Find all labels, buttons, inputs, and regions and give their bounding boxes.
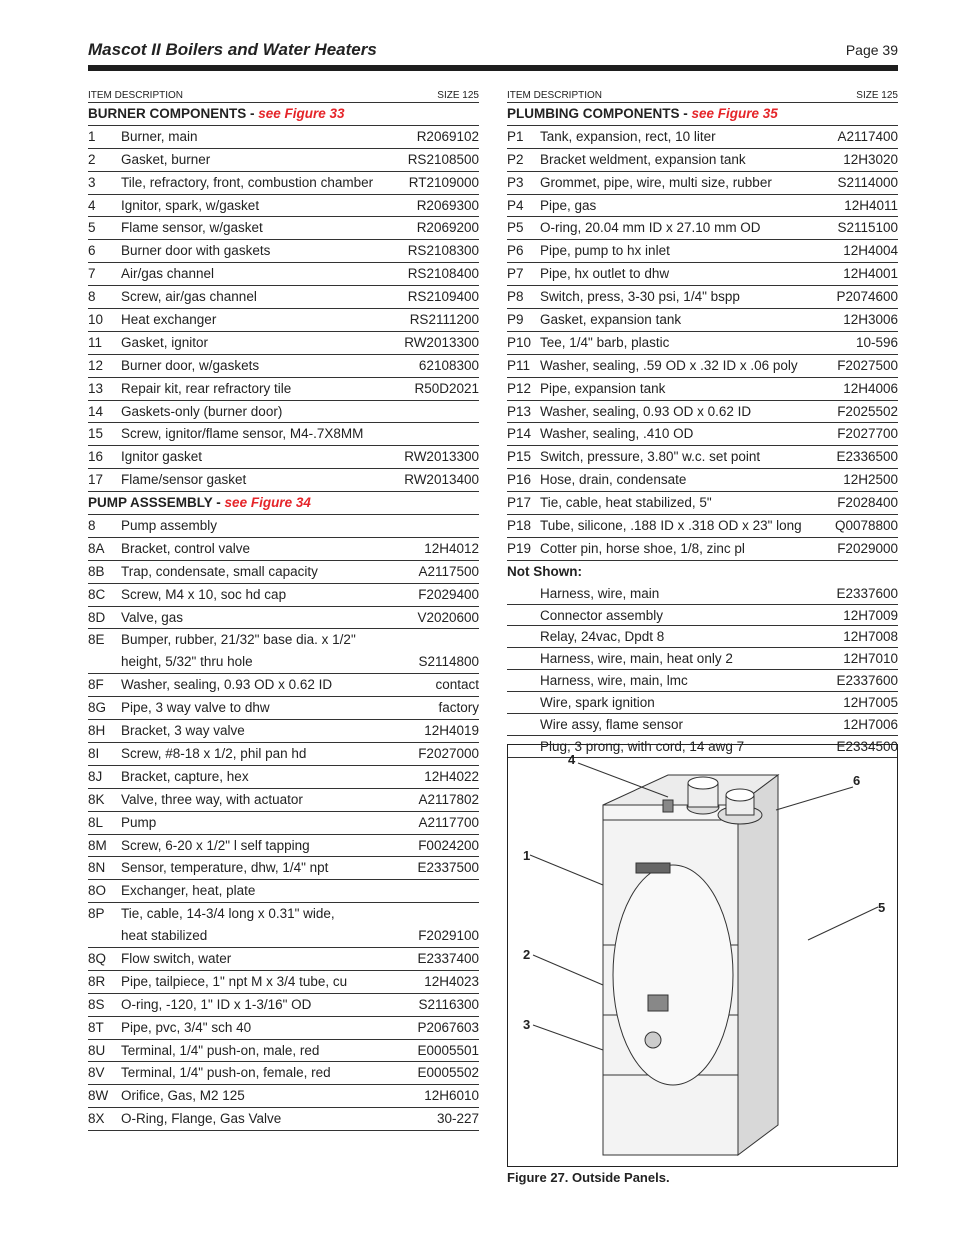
item-description: Connector assembly (540, 607, 664, 623)
item-number: 13 (88, 380, 104, 396)
item-description: Gasket, ignitor (121, 334, 209, 350)
part-number: 12H3006 (843, 312, 898, 328)
part-number: 12H4019 (424, 723, 479, 739)
item-description: Tie, cable, heat stabilized, 5" (540, 495, 712, 511)
item-description: Pump (121, 814, 157, 830)
item-number: 8H (88, 723, 106, 739)
item-description: Switch, pressure, 3.80" w.c. set point (540, 449, 761, 465)
parts-row (88, 994, 479, 1017)
callout-3: 3 (523, 1017, 531, 1032)
item-number: P4 (507, 197, 524, 213)
item-number: 12 (88, 357, 104, 373)
parts-row (88, 971, 479, 994)
parts-row (507, 217, 898, 240)
parts-row (88, 332, 479, 355)
parts-row (507, 605, 898, 627)
part-number: F2029100 (418, 928, 479, 944)
parts-row (88, 538, 479, 561)
item-number: 8P (88, 906, 105, 922)
item-number: 2 (88, 151, 96, 167)
item-number: P9 (507, 312, 524, 328)
left-column (88, 90, 479, 1131)
part-number: F2027000 (418, 745, 479, 761)
part-number: RS2111200 (409, 312, 479, 328)
item-number: P2 (507, 151, 524, 167)
item-description-header: ITEM DESCRIPTION (507, 90, 603, 101)
item-description: Pipe, 3 way valve to dhw (121, 700, 270, 716)
item-number: 8J (88, 768, 103, 784)
item-description: Orifice, Gas, M2 125 (121, 1088, 245, 1104)
item-description: Pump assembly (121, 518, 218, 534)
parts-row (88, 1062, 479, 1085)
parts-row (88, 948, 479, 971)
item-description: Valve, three way, with actuator (121, 791, 303, 807)
item-number: 11 (88, 334, 103, 350)
part-number: 12H7010 (843, 651, 898, 667)
figure-link[interactable]: see Figure 35 (691, 106, 778, 121)
item-number: 8V (88, 1065, 105, 1081)
parts-row (507, 692, 898, 714)
parts-row (88, 925, 479, 948)
parts-row (88, 263, 479, 286)
part-number: RS2108400 (407, 266, 479, 282)
page-header (88, 36, 898, 66)
document-title: Mascot II Boilers and Water Heaters (88, 40, 377, 59)
part-number: E0005502 (417, 1065, 479, 1081)
parts-row (507, 648, 898, 670)
parts-row (507, 469, 898, 492)
callout-5: 5 (878, 900, 886, 915)
item-number: P18 (507, 518, 532, 534)
part-number: E0005501 (417, 1042, 479, 1058)
item-number: 8S (88, 996, 105, 1012)
item-number: 5 (88, 220, 96, 236)
callout-1: 1 (523, 848, 531, 863)
pump-parts-list (88, 515, 479, 1131)
right-column (507, 90, 898, 758)
part-number: 12H6010 (424, 1088, 479, 1104)
parts-row (507, 286, 898, 309)
part-number: Q0078800 (834, 518, 898, 534)
part-number: F0024200 (418, 837, 479, 853)
item-number: P19 (507, 540, 532, 556)
item-description: Pipe, pump to hx inlet (540, 243, 670, 259)
item-number: 8F (88, 677, 104, 693)
part-number: E2337600 (836, 585, 898, 601)
part-number: F2027700 (837, 426, 898, 442)
parts-row (88, 812, 479, 835)
parts-row (507, 355, 898, 378)
part-number: A2117500 (418, 563, 479, 579)
parts-row (88, 240, 479, 263)
item-description: Pipe, expansion tank (540, 380, 666, 396)
parts-row (507, 446, 898, 469)
parts-row (507, 378, 898, 401)
item-description: Pipe, pvc, 3/4" sch 40 (121, 1019, 252, 1035)
item-number: P14 (507, 426, 532, 442)
item-description: Pipe, gas (540, 197, 597, 213)
parts-row (507, 195, 898, 218)
item-description: Gasket, burner (121, 151, 211, 167)
item-number: 8 (88, 289, 96, 305)
item-description: Harness, wire, main, heat only 2 (540, 651, 733, 667)
parts-row (88, 629, 479, 651)
item-description: Wire, spark ignition (540, 695, 655, 711)
item-description: Burner door, w/gaskets (121, 357, 260, 373)
parts-row (88, 469, 479, 492)
item-number: 8C (88, 586, 106, 602)
item-description: Washer, sealing, .410 OD (540, 426, 694, 442)
item-description: Tube, silicone, .188 ID x .318 OD x 23" long (540, 518, 802, 534)
item-description: Screw, ignitor/flame sensor, M4-.7X8MM (121, 426, 364, 442)
item-description: Bracket weldment, expansion tank (540, 151, 746, 167)
item-number: 6 (88, 243, 96, 259)
item-number: 8D (88, 609, 106, 625)
item-number: P17 (507, 495, 532, 511)
item-description: Flow switch, water (121, 950, 232, 966)
parts-row (88, 355, 479, 378)
parts-row (88, 1108, 479, 1131)
item-description: Grommet, pipe, wire, multi size, rubber (540, 174, 772, 190)
parts-row (88, 401, 479, 424)
part-number: 12H3020 (843, 151, 898, 167)
item-number: P15 (507, 449, 532, 465)
item-number: 1 (88, 128, 96, 144)
parts-row (88, 607, 479, 630)
part-number: A2117802 (418, 791, 479, 807)
item-number: 8M (88, 837, 107, 853)
part-number: R2069200 (416, 220, 479, 236)
part-number: 12H2500 (843, 472, 898, 488)
item-number: 8I (88, 745, 100, 761)
part-number: P2074600 (836, 289, 898, 305)
parts-row (88, 172, 479, 195)
parts-row (88, 584, 479, 607)
part-number: F2029400 (418, 586, 479, 602)
part-number: P2067603 (417, 1019, 479, 1035)
parts-row (88, 515, 479, 538)
item-description: Trap, condensate, small capacity (121, 563, 318, 579)
parts-row (88, 1017, 479, 1040)
item-description: Hose, drain, condensate (540, 472, 687, 488)
part-number: R50D2021 (414, 380, 479, 396)
item-description: Washer, sealing, 0.93 OD x 0.62 ID (540, 403, 752, 419)
item-number: 10 (88, 312, 104, 328)
item-description: Ignitor gasket (121, 449, 203, 465)
item-description: Washer, sealing, 0.93 OD x 0.62 ID (121, 677, 333, 693)
burner-parts-list (88, 126, 479, 492)
item-description: Valve, gas (121, 609, 184, 625)
item-description: Bumper, rubber, 21/32" base dia. x 1/2" (121, 632, 356, 648)
part-number: 12H7008 (843, 629, 898, 645)
part-number: 12H4023 (424, 973, 479, 989)
part-number: S2114000 (837, 174, 898, 190)
item-description: Washer, sealing, .59 OD x .32 ID x .06 poly (540, 357, 798, 373)
part-number: A2117400 (837, 128, 898, 144)
parts-row (507, 670, 898, 692)
item-description: Gaskets-only (burner door) (121, 403, 283, 419)
pump-section-title: PUMP ASSSEMBLY - see Figure 34 (88, 492, 479, 515)
parts-row (88, 217, 479, 240)
parts-row (88, 857, 479, 880)
parts-row (88, 195, 479, 218)
item-description: Burner door with gaskets (121, 243, 271, 259)
item-description: Switch, press, 3-30 psi, 1/4" bspp (540, 289, 740, 305)
part-number: RT2109000 (408, 174, 479, 190)
item-number: 3 (88, 174, 96, 190)
item-description: Bracket, control valve (121, 540, 251, 556)
part-number: R2069102 (416, 128, 479, 144)
item-description: Repair kit, rear refractory tile (121, 380, 292, 396)
item-description: heat stabilized (121, 928, 208, 944)
item-number: 8R (88, 973, 106, 989)
item-description: Cotter pin, horse shoe, 1/8, zinc pl (540, 540, 745, 556)
boiler-drawing (508, 745, 897, 1166)
part-number: F2027500 (837, 357, 898, 373)
parts-row (88, 697, 479, 720)
item-number: 8G (88, 700, 107, 716)
part-number: 12H7006 (843, 717, 898, 733)
part-number: E2337500 (417, 860, 479, 876)
item-number: P1 (507, 128, 524, 144)
item-description: Harness, wire, main, lmc (540, 673, 688, 689)
item-description: Harness, wire, main (540, 585, 660, 601)
item-description-header: ITEM DESCRIPTION (88, 90, 184, 101)
item-number: P8 (507, 289, 524, 305)
item-description: Terminal, 1/4" push-on, male, red (121, 1042, 320, 1058)
item-description: Screw, air/gas channel (121, 289, 257, 305)
part-number: 12H4001 (843, 266, 898, 282)
size-header: SIZE 125 (856, 90, 898, 101)
part-number: factory (438, 700, 479, 716)
item-description: O-ring, -120, 1" ID x 1-3/16" OD (121, 996, 312, 1012)
item-number: 8N (88, 860, 106, 876)
not-shown-parts-list (507, 583, 898, 758)
item-description: Bracket, 3 way valve (121, 723, 245, 739)
header-rule (88, 65, 898, 71)
page-number: Page 39 (845, 42, 898, 58)
item-description: Tie, cable, 14-3/4 long x 0.31" wide, (121, 906, 335, 922)
part-number: S2114800 (418, 654, 479, 670)
item-description: Sensor, temperature, dhw, 1/4" npt (121, 860, 329, 876)
item-description: height, 5/32" thru hole (121, 654, 253, 670)
item-description: Flame/sensor gasket (121, 472, 247, 488)
parts-row (507, 401, 898, 424)
part-number: 12H7005 (843, 695, 898, 711)
item-description: Wire assy, flame sensor (540, 717, 684, 733)
callout-6: 6 (853, 773, 861, 788)
part-number: R2069300 (416, 197, 479, 213)
item-number: P7 (507, 266, 524, 282)
item-number: P16 (507, 472, 532, 488)
parts-row (507, 309, 898, 332)
item-description: Screw, 6-20 x 1/2" l self tapping (121, 837, 310, 853)
parts-row (88, 561, 479, 584)
item-description: Gasket, expansion tank (540, 312, 682, 328)
part-number: RS2108300 (407, 243, 479, 259)
parts-row (507, 583, 898, 605)
part-number: S2116300 (418, 996, 479, 1012)
item-number: P3 (507, 174, 524, 190)
item-number: P6 (507, 243, 524, 259)
parts-row (507, 423, 898, 446)
item-description: Flame sensor, w/gasket (121, 220, 263, 236)
part-number: 12H4006 (843, 380, 898, 396)
item-description: Air/gas channel (121, 266, 215, 282)
part-number: RW2013400 (404, 472, 479, 488)
part-number: 10-596 (855, 334, 898, 350)
parts-row (88, 309, 479, 332)
part-number: RS2109400 (407, 289, 479, 305)
column-header (507, 90, 898, 103)
parts-row (88, 423, 479, 446)
item-number: 17 (88, 472, 104, 488)
item-number: 8X (88, 1111, 105, 1127)
item-number: P13 (507, 403, 532, 419)
parts-row (88, 903, 479, 925)
item-number: 8E (88, 632, 105, 648)
item-number: P5 (507, 220, 524, 236)
part-number: RW2013300 (404, 449, 479, 465)
figure-link[interactable]: see Figure 34 (224, 495, 311, 511)
parts-row (88, 1040, 479, 1063)
column-header (88, 90, 479, 103)
part-number: E2337400 (417, 950, 479, 966)
part-number: 12H4012 (424, 540, 479, 556)
parts-row (507, 714, 898, 736)
parts-row (88, 149, 479, 172)
parts-row (88, 789, 479, 812)
item-description: Plug, 3 prong, with cord, 14 awg 7 (540, 738, 745, 754)
parts-row (507, 515, 898, 538)
parts-row (507, 332, 898, 355)
figure-caption: Figure 27. Outside Panels. (507, 1170, 670, 1185)
callout-4: 4 (568, 752, 576, 767)
item-description: Screw, #8-18 x 1/2, phil pan hd (121, 745, 307, 761)
item-number: 8 (88, 518, 96, 534)
part-number: F2029000 (837, 540, 898, 556)
parts-row (507, 538, 898, 561)
parts-row (88, 286, 479, 309)
figure-link[interactable]: see Figure 33 (258, 106, 345, 121)
plumbing-parts-list (507, 126, 898, 561)
parts-row (507, 240, 898, 263)
part-number: 12H7009 (843, 607, 898, 623)
size-header: SIZE 125 (437, 90, 479, 101)
item-description: Pipe, tailpiece, 1" npt M x 3/4 tube, cu (121, 973, 348, 989)
part-number: contact (435, 677, 479, 693)
item-description: Pipe, hx outlet to dhw (540, 266, 670, 282)
item-description: Exchanger, heat, plate (121, 883, 256, 899)
item-number: 14 (88, 403, 104, 419)
parts-row (507, 626, 898, 648)
item-description: Ignitor, spark, w/gasket (121, 197, 260, 213)
item-number: 8W (88, 1088, 109, 1104)
parts-row (88, 1085, 479, 1108)
item-number: 16 (88, 449, 104, 465)
item-number: 8A (88, 540, 105, 556)
part-number: V2020600 (417, 609, 479, 625)
part-number: 12H4011 (844, 197, 898, 213)
parts-row (88, 126, 479, 149)
item-description: Terminal, 1/4" push-on, female, red (121, 1065, 331, 1081)
part-number: F2025502 (837, 403, 898, 419)
part-number: 62108300 (418, 357, 479, 373)
plumbing-section-title: PLUMBING COMPONENTS - see Figure 35 (507, 103, 898, 126)
item-number: 8U (88, 1042, 106, 1058)
part-number: 12H4022 (424, 768, 479, 784)
item-number: 8L (88, 814, 104, 830)
item-number: P10 (507, 334, 532, 350)
parts-row (507, 126, 898, 149)
item-description: Bracket, capture, hex (121, 768, 249, 784)
boiler-illustration (507, 744, 898, 1167)
parts-row (88, 766, 479, 789)
burner-section-title: BURNER COMPONENTS - see Figure 33 (88, 103, 479, 126)
item-description: Tank, expansion, rect, 10 liter (540, 128, 716, 144)
item-number: 8T (88, 1019, 104, 1035)
parts-row (88, 446, 479, 469)
parts-row (88, 674, 479, 697)
parts-row (88, 835, 479, 858)
parts-row (88, 720, 479, 743)
parts-row (88, 880, 479, 903)
item-description: Burner, main (121, 128, 198, 144)
item-description: Tile, refractory, front, combustion chamber (121, 174, 374, 190)
item-number: 8O (88, 883, 107, 899)
item-description: O-Ring, Flange, Gas Valve (121, 1111, 282, 1127)
item-description: Relay, 24vac, Dpdt 8 (540, 629, 665, 645)
part-number: E2336500 (836, 449, 898, 465)
part-number: RS2108500 (407, 151, 479, 167)
parts-row (507, 172, 898, 195)
part-number: 12H4004 (843, 243, 898, 259)
item-number: 8B (88, 563, 105, 579)
parts-row (507, 263, 898, 286)
item-description: Heat exchanger (121, 312, 217, 328)
item-description: Tee, 1/4" barb, plastic (540, 334, 670, 350)
item-number: 4 (88, 197, 96, 213)
part-number: RW2013300 (404, 334, 479, 350)
part-number: S2115100 (837, 220, 898, 236)
part-number: E2337600 (836, 673, 898, 689)
item-description: Screw, M4 x 10, soc hd cap (121, 586, 287, 602)
item-number: P12 (507, 380, 532, 396)
parts-row (507, 492, 898, 515)
item-number: 8Q (88, 950, 107, 966)
parts-row (88, 651, 479, 674)
part-number: 30-227 (436, 1111, 479, 1127)
callout-2: 2 (523, 947, 531, 962)
part-number: E2334500 (836, 738, 898, 754)
item-number: P11 (507, 357, 531, 373)
item-number: 7 (88, 266, 96, 282)
item-description: O-ring, 20.04 mm ID x 27.10 mm OD (540, 220, 761, 236)
item-number: 15 (88, 426, 104, 442)
part-number: A2117700 (418, 814, 479, 830)
part-number: F2028400 (837, 495, 898, 511)
parts-row (88, 743, 479, 766)
parts-row (88, 378, 479, 401)
parts-row (507, 149, 898, 172)
not-shown-title: Not Shown: (507, 563, 582, 579)
item-number: 8K (88, 791, 105, 807)
